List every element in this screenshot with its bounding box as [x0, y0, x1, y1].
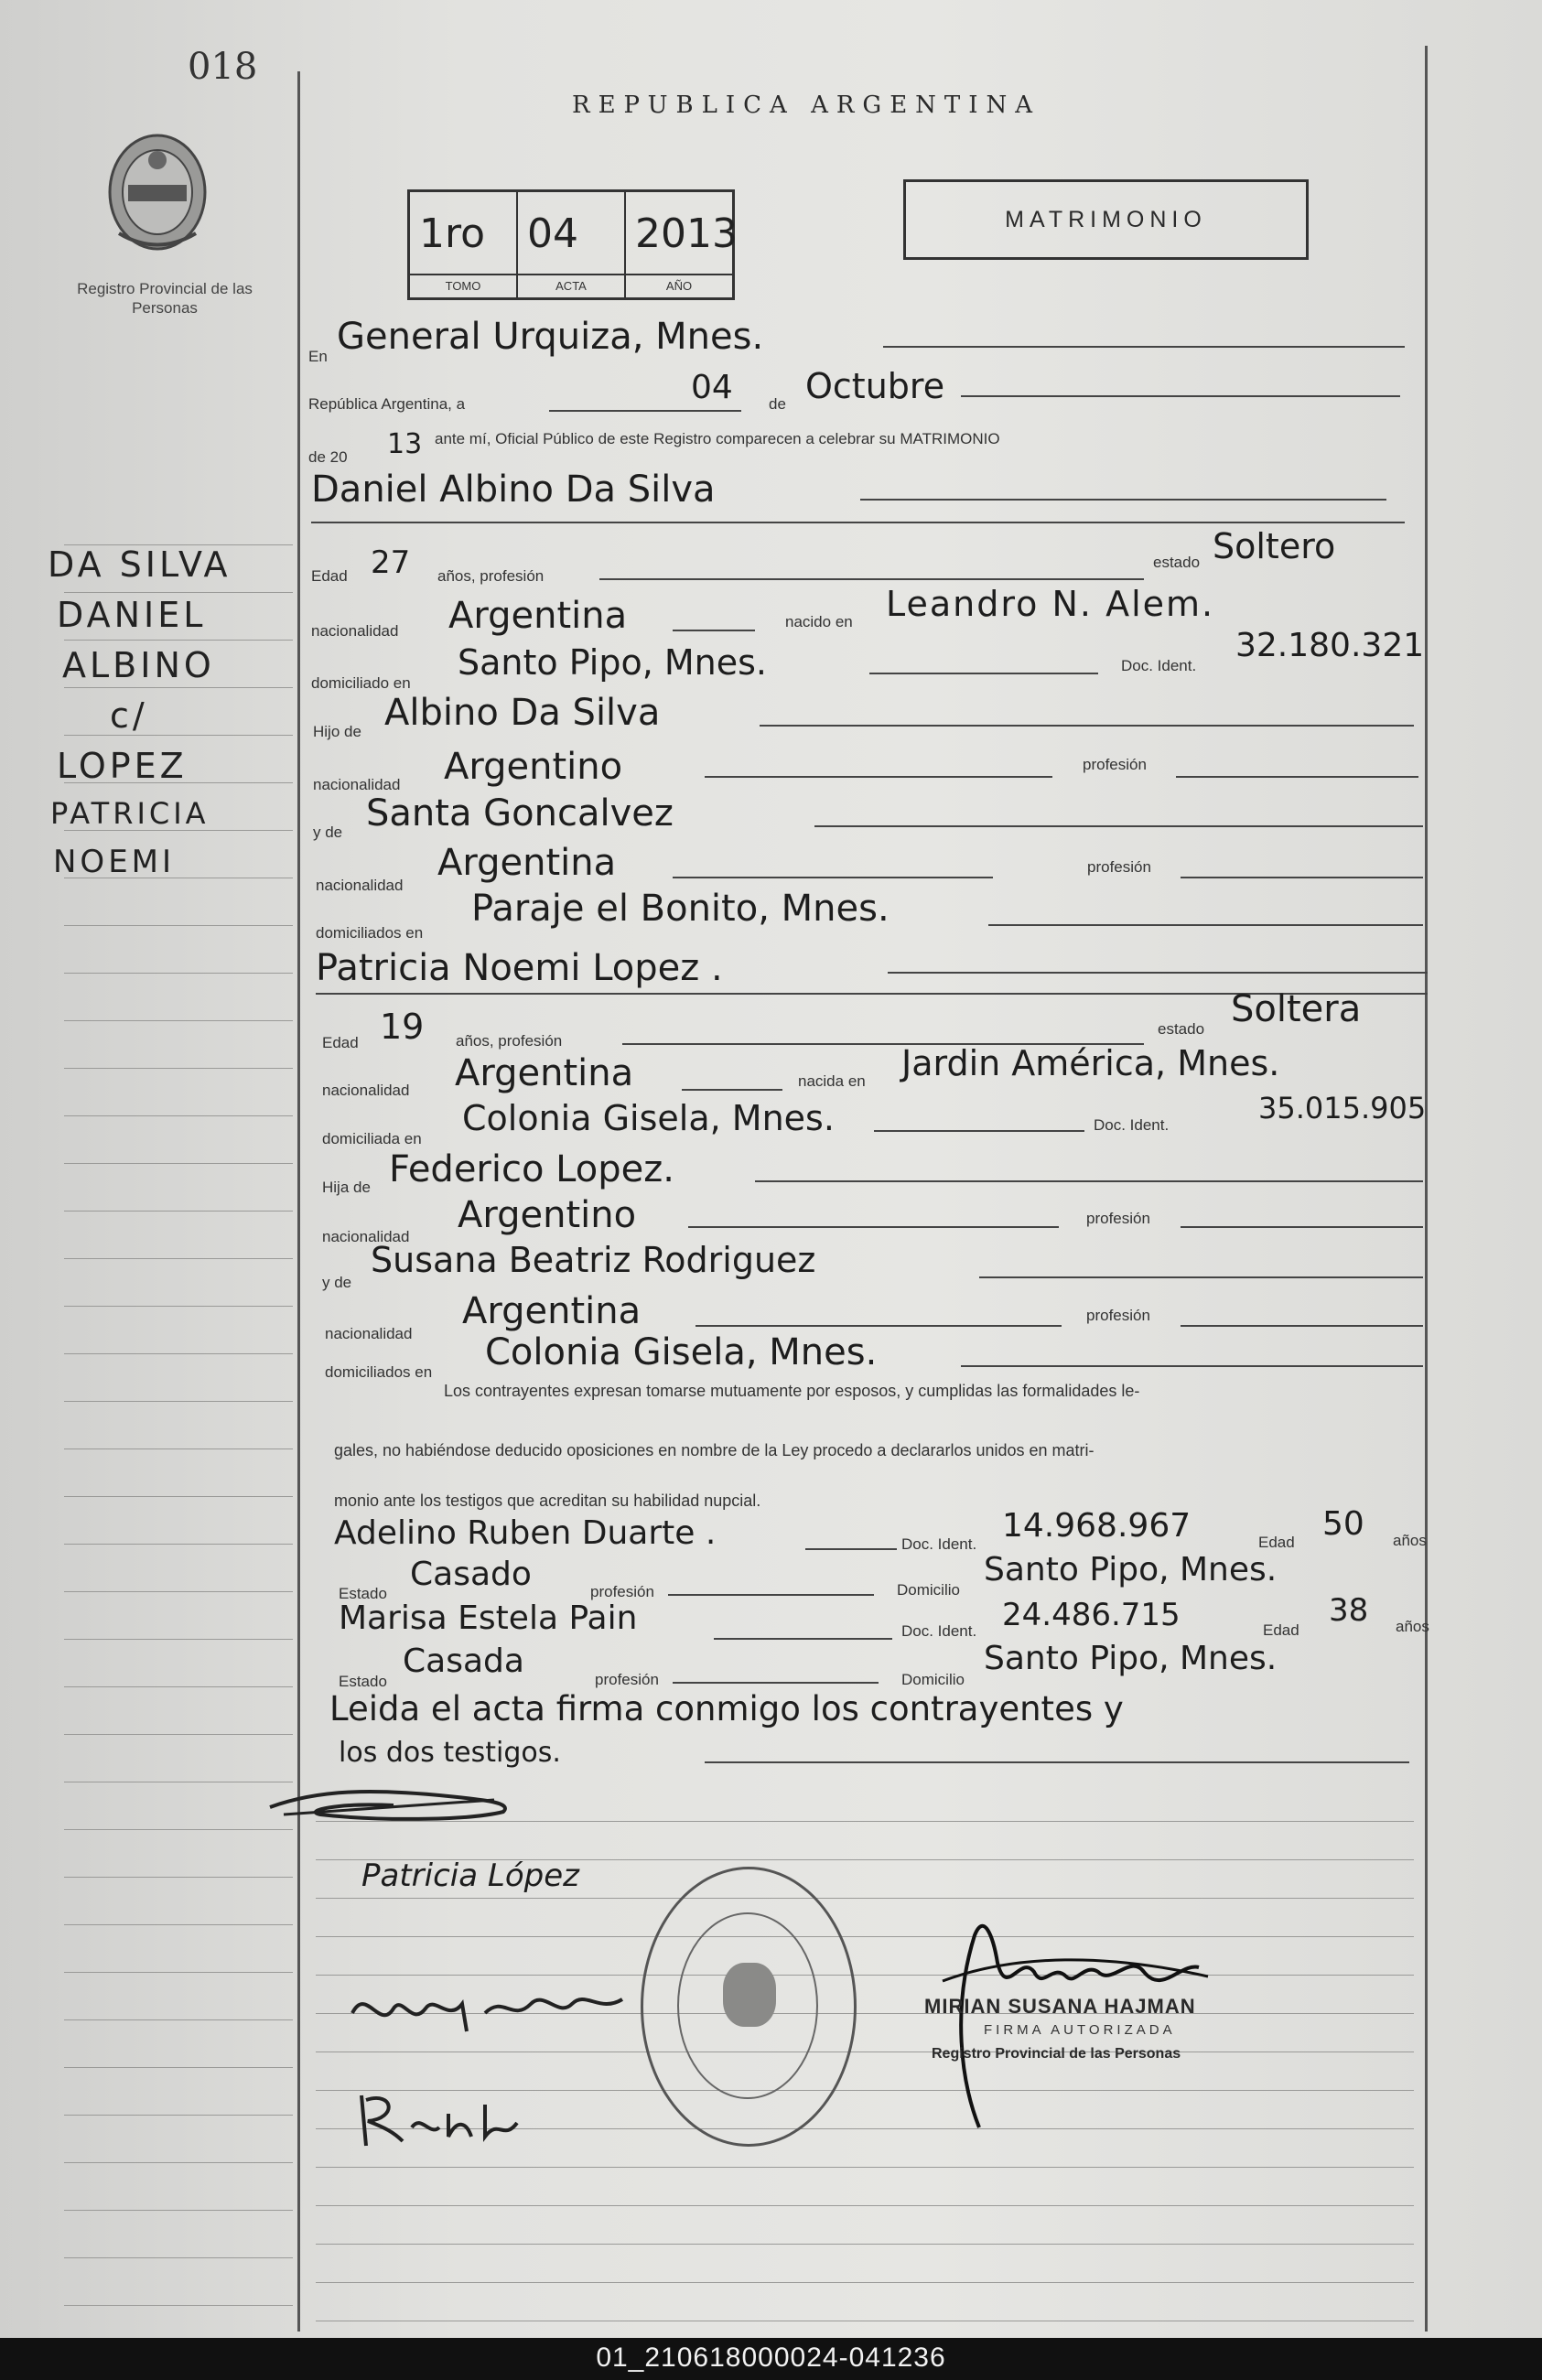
officer-name-stamp: MIRIAN SUSANA HAJMAN: [924, 1995, 1196, 2018]
groom-father-nac: Argentino: [444, 746, 623, 788]
registry-clause: ante mí, Oficial Público de este Registro comparecen a celebrar su MATRIMONIO: [435, 430, 1000, 447]
margin-rule: [64, 1734, 293, 1735]
signature-rule: [316, 1898, 1414, 1899]
witness-2-anos: años: [1396, 1618, 1429, 1635]
year-prefix: de 20: [308, 448, 348, 466]
witness-2-name-line: [714, 1638, 892, 1640]
groom-mother-prof-line: [1181, 877, 1423, 878]
witness-1-estado-label: Estado: [339, 1585, 387, 1602]
groom-father-nac-line: [705, 776, 1052, 778]
witness-2-doc: 24.486.715: [1002, 1597, 1181, 1633]
closing-line-fill: [705, 1761, 1409, 1763]
bride-signature: Patricia López: [361, 1858, 579, 1894]
bride-nac-line: [682, 1089, 782, 1091]
witness-2-dom-label: Domicilio: [901, 1671, 965, 1688]
bride-father-prof-line: [1181, 1226, 1423, 1228]
witness-1-name: Adelino Ruben Duarte .: [334, 1514, 717, 1552]
bride-parents-dom-label: domiciliados en: [325, 1363, 433, 1381]
groom-nacido: Leandro N. Alem.: [886, 584, 1215, 624]
bride-mother-prof-label: profesión: [1086, 1307, 1150, 1324]
witness-2-estado: Casada: [403, 1642, 524, 1680]
anio-value: 2013: [635, 210, 738, 257]
groom-nacionalidad: Argentina: [448, 595, 628, 637]
margin-rule: [64, 1591, 293, 1592]
en-label: En: [308, 348, 328, 365]
groom-dom-line: [869, 673, 1098, 674]
republic-title: REPUBLICA ARGENTINA: [572, 92, 1041, 119]
groom-mother-nac-label: nacionalidad: [316, 877, 404, 894]
margin-rule: [64, 1163, 293, 1164]
groom-name-line-2: [311, 522, 1405, 523]
margin-bride-surname: LOPEZ: [57, 746, 188, 786]
officer-registry-stamp: Registro Provincial de las Personas: [932, 2046, 1181, 2062]
margin-rule: [64, 1115, 293, 1116]
witness-2-doc-label: Doc. Ident.: [901, 1622, 977, 1640]
bride-father: Federico Lopez.: [389, 1148, 674, 1190]
margin-rule: [64, 1496, 293, 1497]
record-type-box: MATRIMONIO: [903, 179, 1309, 260]
groom-dom-label: domiciliado en: [311, 674, 411, 692]
witness-signature: [357, 2086, 522, 2155]
witness-2-prof-line: [673, 1682, 879, 1684]
bride-mother-line: [979, 1276, 1423, 1278]
seal-emblem-icon: [723, 1963, 776, 2027]
groom-estado-label: estado: [1153, 554, 1201, 571]
witness-1-anos: años: [1393, 1532, 1427, 1549]
officer-title-stamp: FIRMA AUTORIZADA: [984, 2022, 1176, 2038]
bride-estado-label: estado: [1158, 1020, 1205, 1038]
groom-mother: Santa Goncalvez: [366, 792, 674, 835]
bride-mother-nac-line: [696, 1325, 1062, 1327]
bride-parents-dom: Colonia Gisela, Mnes.: [485, 1331, 878, 1373]
witness-2-edad-label: Edad: [1263, 1621, 1299, 1639]
margin-first-name: DANIEL: [57, 595, 207, 635]
witness-1-prof-line: [668, 1594, 874, 1596]
witness-2-edad: 38: [1329, 1592, 1369, 1629]
signature-rule: [316, 1975, 1414, 1976]
bride-father-nac-line: [688, 1226, 1059, 1228]
groom-mother-nac-line: [673, 877, 993, 878]
witness-1-estado: Casado: [410, 1556, 532, 1593]
margin-rule: [64, 1829, 293, 1830]
witness-2-estado-label: Estado: [339, 1673, 387, 1690]
statement-line-2: gales, no habiéndose deducido oposiciones en nombre de la Ley procedo a declararlos unidos en matri-: [334, 1441, 1094, 1459]
bride-doc-label: Doc. Ident.: [1094, 1116, 1170, 1134]
margin-rule: [64, 1401, 293, 1402]
month-line: [961, 395, 1400, 397]
acta-value: 04: [527, 210, 578, 257]
scribble-signature: [265, 1780, 522, 1825]
country-label: República Argentina, a: [308, 395, 466, 413]
groom-nacido-label: nacido en: [785, 613, 853, 630]
scan-file-code: 01_210618000024-041236: [596, 2342, 946, 2373]
tomo-cell: [410, 192, 518, 297]
margin-rule: [64, 1068, 293, 1069]
bride-nacida: Jardin América, Mnes.: [901, 1043, 1280, 1083]
groom-nac-line: [673, 630, 755, 631]
statement-line-3: monio ante los testigos que acreditan su habilidad nupcial.: [334, 1492, 761, 1510]
margin-rule: [64, 735, 293, 736]
bride-mother-prof-line: [1181, 1325, 1423, 1327]
groom-mother-nac: Argentina: [437, 842, 617, 884]
margin-rule: [64, 1686, 293, 1687]
groom-edad-label: Edad: [311, 567, 348, 585]
bride-father-label: Hija de: [322, 1179, 371, 1196]
margin-rule: [64, 2162, 293, 2163]
groom-mother-line: [814, 825, 1423, 827]
bride-father-line: [755, 1180, 1423, 1182]
groom-parents-dom: Paraje el Bonito, Mnes.: [471, 888, 890, 930]
groom-estado: Soltero: [1213, 526, 1336, 566]
bride-estado: Soltera: [1231, 988, 1362, 1030]
groom-mother-label: y de: [313, 824, 343, 841]
anio-label: AÑO: [626, 274, 732, 297]
margin-rule: [64, 1544, 293, 1545]
groom-name-line: [860, 499, 1386, 501]
groom-father-prof-line: [1176, 776, 1418, 778]
bride-domicilio: Colonia Gisela, Mnes.: [462, 1098, 835, 1138]
bride-doc: 35.015.905: [1258, 1091, 1427, 1125]
margin-rule: [64, 2305, 293, 2306]
bride-mother-label: y de: [322, 1274, 352, 1291]
signature-rule: [316, 2244, 1414, 2245]
witness-1-prof-label: profesión: [590, 1583, 654, 1600]
margin-rule: [64, 592, 293, 593]
margin-rule: [64, 2210, 293, 2211]
witness-1-doc: 14.968.967: [1002, 1507, 1192, 1545]
witness-1-doc-label: Doc. Ident.: [901, 1535, 977, 1553]
bride-nacida-label: nacida en: [798, 1072, 866, 1090]
bride-name-line: [888, 972, 1428, 974]
groom-father-prof-label: profesión: [1083, 756, 1147, 773]
bride-mother-nac: Argentina: [462, 1290, 642, 1332]
groom-prof-line: [599, 578, 1144, 580]
groom-parents-dom-line: [988, 924, 1423, 926]
margin-rule: [64, 2257, 293, 2258]
margin-rule: [64, 1211, 293, 1212]
margin-rule: [64, 925, 293, 926]
anio-cell: [626, 192, 738, 297]
margin-rule: [64, 1258, 293, 1259]
margin-rule: [64, 640, 293, 641]
witness-1-domicilio: Santo Pipo, Mnes.: [984, 1551, 1278, 1588]
groom-domicilio: Santo Pipo, Mnes.: [458, 642, 768, 683]
city-value: General Urquiza, Mnes.: [337, 316, 764, 358]
bride-dom-label: domiciliada en: [322, 1130, 422, 1147]
left-margin-rule: [297, 71, 300, 2332]
groom-father-label: Hijo de: [313, 723, 361, 740]
signature-rule: [316, 1936, 1414, 1937]
page-number: 018: [188, 46, 258, 88]
bride-mother: Susana Beatriz Rodriguez: [371, 1240, 816, 1280]
signature-rule: [316, 2282, 1414, 2283]
groom-doc: 32.180.321: [1235, 627, 1425, 664]
signature-rule: [316, 2205, 1414, 2206]
margin-rule: [64, 1877, 293, 1878]
tomo-label: TOMO: [410, 274, 516, 297]
tomo-value: 1ro: [419, 210, 486, 257]
acta-cell: [518, 192, 626, 297]
margin-surname: DA SILVA: [48, 544, 232, 585]
statement-line-1: Los contrayentes expresan tomarse mutuamente por esposos, y cumplidas las formalidades le-: [444, 1382, 1140, 1400]
bride-father-prof-label: profesión: [1086, 1210, 1150, 1227]
registry-label: Registro Provincial de las Personas: [77, 280, 253, 317]
groom-signature: [348, 1976, 631, 2041]
groom-anos-label: años, profesión: [437, 567, 545, 585]
margin-bride-first: PATRICIA: [50, 796, 210, 831]
groom-parents-dom-label: domiciliados en: [316, 924, 424, 942]
acta-label: ACTA: [518, 274, 624, 297]
signature-rule: [316, 2167, 1414, 2168]
bride-name: Patricia Noemi Lopez .: [316, 947, 723, 989]
margin-rule: [64, 973, 293, 974]
witness-1-dom-label: Domicilio: [897, 1581, 960, 1599]
coat-of-arms-icon: [101, 128, 215, 256]
closing-line-1: Leida el acta firma conmigo los contrayentes y: [329, 1689, 1124, 1728]
closing-line-2: los dos testigos.: [339, 1737, 561, 1769]
year-suffix: 13: [387, 428, 423, 460]
margin-rule: [64, 1353, 293, 1354]
bride-edad-label: Edad: [322, 1034, 359, 1051]
month-value: Octubre: [805, 366, 945, 406]
margin-rule: [64, 1020, 293, 1021]
witness-1-name-line: [805, 1548, 897, 1550]
bride-anos-label: años, profesión: [456, 1032, 563, 1050]
witness-2-domicilio: Santo Pipo, Mnes.: [984, 1640, 1278, 1677]
margin-rule: [64, 1924, 293, 1925]
groom-father-nac-label: nacionalidad: [313, 776, 401, 793]
margin-rule: [64, 1448, 293, 1449]
margin-conjunction: c/: [110, 695, 148, 736]
day-value: 04: [691, 369, 733, 406]
witness-2-prof-label: profesión: [595, 1671, 659, 1688]
groom-name: Daniel Albino Da Silva: [311, 468, 716, 511]
margin-rule: [64, 2115, 293, 2116]
right-margin-rule: [1425, 46, 1428, 2332]
groom-nac-label: nacionalidad: [311, 622, 399, 640]
witness-1-edad: 50: [1322, 1505, 1364, 1543]
record-number-boxes: [407, 189, 738, 300]
bride-father-nac: Argentino: [458, 1194, 637, 1236]
margin-rule: [64, 687, 293, 688]
groom-mother-prof-label: profesión: [1087, 858, 1151, 876]
groom-edad: 27: [371, 544, 411, 581]
bride-nacionalidad: Argentina: [455, 1052, 634, 1094]
margin-middle-name: ALBINO: [62, 645, 215, 685]
city-line: [883, 346, 1405, 348]
margin-rule: [64, 1306, 293, 1307]
bride-mother-nac-label: nacionalidad: [325, 1325, 413, 1342]
margin-bride-middle: NOEMI: [53, 844, 176, 880]
bride-parents-dom-line: [961, 1365, 1423, 1367]
bride-father-nac-label: nacionalidad: [322, 1228, 410, 1245]
de-label: de: [769, 395, 786, 413]
margin-rule: [64, 1639, 293, 1640]
witness-1-edad-label: Edad: [1258, 1534, 1295, 1551]
bride-edad: 19: [380, 1007, 425, 1047]
bride-dom-line: [874, 1130, 1084, 1132]
groom-father: Albino Da Silva: [384, 692, 661, 734]
witness-2-name: Marisa Estela Pain: [339, 1599, 638, 1637]
margin-rule: [64, 1972, 293, 1973]
bride-nac-label: nacionalidad: [322, 1082, 410, 1099]
groom-father-line: [760, 725, 1414, 727]
margin-rule: [64, 2067, 293, 2068]
groom-doc-label: Doc. Ident.: [1121, 657, 1197, 674]
day-line: [549, 410, 741, 412]
margin-rule: [64, 2019, 293, 2020]
